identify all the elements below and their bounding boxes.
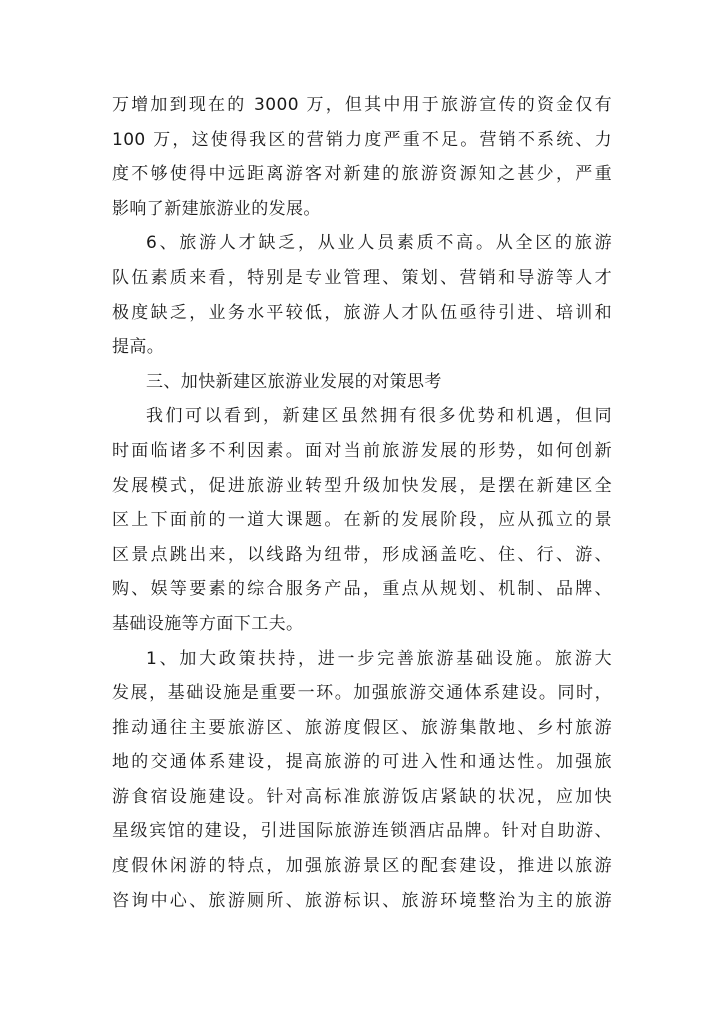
section-heading: 三、加快新建区旅游业发展的对策思考 (146, 371, 442, 392)
text-line: 星级宾馆的建设，引进国际旅游连锁酒店品牌。针对自助游、 (112, 821, 612, 842)
text-line: 发展模式，促进旅游业转型升级加快发展，是摆在新建区全 (112, 475, 612, 496)
text-line: 咨询中心、旅游厕所、旅游标识、旅游环境整治为主的旅游 (112, 890, 612, 911)
text-line: 影响了新建旅游业的发展。 (112, 198, 321, 219)
text-line: 推动通往主要旅游区、旅游度假区、旅游集散地、乡村旅游 (112, 717, 612, 738)
text-line: 队伍素质来看，特别是专业管理、策划、营销和导游等人才 (112, 267, 612, 288)
text-line: 6、旅游人才缺乏，从业人员素质不高。从全区的旅游 (146, 233, 612, 254)
text-line: 度假休闲游的特点，加强旅游景区的配套建设，推进以旅游 (112, 856, 612, 877)
text-line: 购、娱等要素的综合服务产品，重点从规划、机制、品牌、 (112, 579, 612, 600)
body-text (112, 88, 612, 918)
text-line: 地的交通体系建设，提高旅游的可进入性和通达性。加强旅 (112, 752, 612, 773)
text-line: 发展，基础设施是重要一环。加强旅游交通体系建设。同时， (112, 683, 612, 704)
text-line: 100 万，这使得我区的营销力度严重不足。营销不系统、力 (112, 129, 612, 150)
text-line: 区上下面前的一道大课题。在新的发展阶段，应从孤立的景 (112, 510, 612, 531)
text-line: 区景点跳出来，以线路为纽带，形成涵盖吃、住、行、游、 (112, 544, 612, 565)
text-line: 度不够使得中远距离游客对新建的旅游资源知之甚少，严重 (112, 164, 612, 185)
text-line: 时面临诸多不利因素。面对当前旅游发展的形势，如何创新 (112, 440, 612, 461)
text-line: 万增加到现在的 3000 万，但其中用于旅游宣传的资金仅有 (112, 95, 612, 115)
text-line: 极度缺乏，业务水平较低，旅游人才队伍亟待引进、培训和 (112, 302, 612, 323)
text-line: 提高。 (112, 337, 165, 358)
text-line: 1、加大政策扶持，进一步完善旅游基础设施。旅游大 (146, 648, 612, 669)
text-line: 基础设施等方面下工夫。 (112, 613, 304, 634)
text-line: 我们可以看到，新建区虽然拥有很多优势和机遇，但同 (146, 406, 612, 427)
text-line: 游食宿设施建设。针对高标准旅游饭店紧缺的状况，应加快 (112, 786, 612, 807)
